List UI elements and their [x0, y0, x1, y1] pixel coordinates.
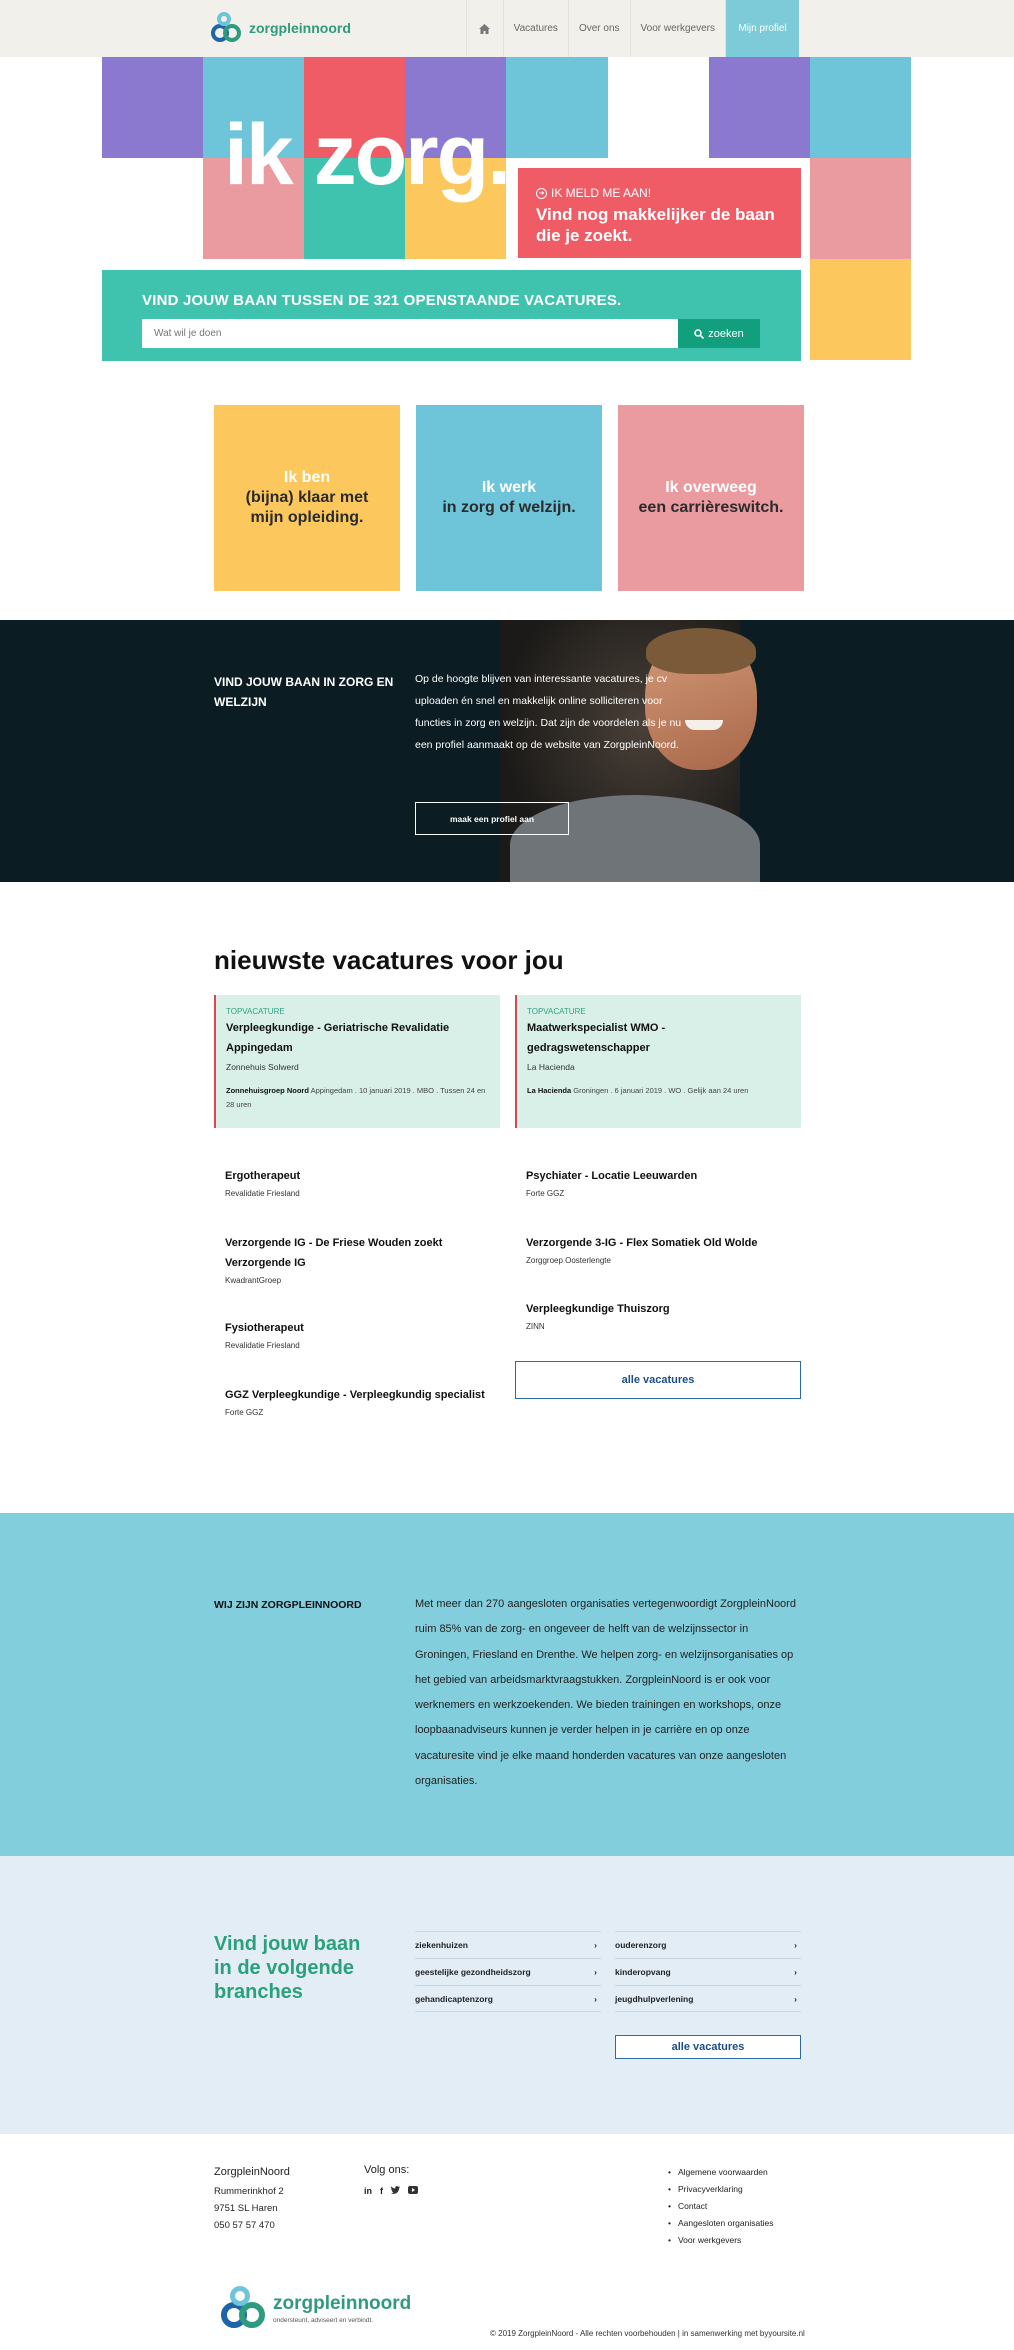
chevron-right-icon: ›	[594, 1967, 597, 1977]
nav-voor-werkgevers[interactable]: Voor werkgevers	[630, 0, 725, 57]
tile-switcher[interactable]	[618, 405, 804, 591]
tile-line1: Ik ben	[283, 469, 331, 486]
branch-label: ziekenhuizen	[415, 1940, 468, 1950]
footer-address-line: 9751 SL Haren	[214, 2203, 278, 2214]
chevron-right-icon: ›	[794, 1940, 797, 1950]
tile-text	[442, 478, 575, 518]
footer-logo-name: zorgpleinnoord	[273, 2292, 412, 2314]
vacancy-title: Verpleegkundige - Geriatrische Revalidatie Appingedam	[226, 1022, 450, 1054]
hero-block	[709, 57, 810, 158]
site-header	[0, 0, 1014, 57]
vacancy-title: Verzorgende IG - De Friese Wouden zoekt Verzorgende IG	[225, 1237, 443, 1269]
footer-link[interactable]: • Algemene voorwaarden	[668, 2164, 773, 2181]
hero-block	[102, 57, 203, 158]
nav-mijn-profiel[interactable]: Mijn profiel	[725, 0, 799, 57]
hero-title: ik zorg.	[224, 107, 510, 203]
cta-small-row	[536, 186, 783, 200]
create-profile-button[interactable]: maak een profiel aan	[415, 802, 569, 835]
branch-link[interactable]	[615, 1985, 801, 2012]
branches-column	[415, 1931, 601, 2012]
vacancy-org: Zorggroep Oosterlengte	[526, 1256, 611, 1265]
copyright: © 2019 ZorgpleinNoord - Alle rechten voorbehouden | in samenwerking met byyoursite.nl	[490, 2329, 805, 2338]
vacancy-item[interactable]	[526, 1166, 796, 1198]
vacancy-item[interactable]	[225, 1385, 495, 1417]
hero-block	[810, 259, 911, 360]
search-button-label: zoeken	[708, 327, 744, 340]
footer-company-name: ZorgpleinNoord	[214, 2166, 290, 2178]
tile-line2: een carrièreswitch.	[638, 499, 784, 516]
vacancy-title: GGZ Verpleegkundige - Verpleegkundig specialist	[225, 1389, 485, 1401]
vacancy-title: Psychiater - Locatie Leeuwarden	[526, 1170, 698, 1182]
vacancy-item[interactable]	[526, 1299, 796, 1331]
nav-home[interactable]	[466, 0, 503, 57]
tile-text	[232, 468, 382, 528]
linkedin-icon[interactable]: in	[364, 2186, 372, 2196]
about-section	[0, 1513, 1014, 1856]
logo-mark-icon	[219, 2284, 267, 2332]
search-row	[142, 319, 761, 348]
footer-logo[interactable]	[219, 2284, 411, 2332]
site-footer	[0, 2134, 1014, 2350]
branch-link[interactable]	[615, 1931, 801, 1958]
branch-label: geestelijke gezondheidszorg	[415, 1967, 531, 1977]
cta-small-label: IK MELD ME AAN!	[551, 186, 652, 200]
about-text: Met meer dan 270 aangesloten organisaties vertegenwoordigt ZorgpleinNoord ruim 85% van de zorg- en ongeveer de helft van de welzijnssector in Groningen, Friesland en Drenthe. We helpen zorg- en welzijnsorganisaties op het gebied van arbeidsmarktvraagstukken. ZorgpleinNoord is er ook voor werknemers en werkzoekenden. We bieden trainingen en workshops, onze loopbaanadviseurs kunnen je verder helpen in je carrière en op onze vacaturesite vind je elke maand honderden vacatures van onze aangesloten organisaties.	[415, 1598, 796, 1788]
hero-block	[506, 57, 608, 158]
footer-phone: 050 57 57 470	[214, 2220, 275, 2231]
vacancy-meta-details: Appingedam . 10 januari 2019 . MBO . Tussen 24 en 28 uren	[226, 1086, 486, 1109]
nav-vacatures[interactable]: Vacatures	[503, 0, 568, 57]
vacancy-meta-org: La Hacienda	[527, 1086, 572, 1095]
tile-line1: Ik werk	[481, 479, 537, 496]
chevron-right-icon: ›	[594, 1993, 597, 2004]
tile-line1: Ik overweeg	[665, 479, 757, 496]
vacancy-meta-org: Zonnehuisgroep Noord	[226, 1086, 309, 1095]
tile-line2: in zorg of welzijn.	[442, 499, 576, 516]
footer-link[interactable]: • Aangesloten organisaties	[668, 2215, 773, 2232]
vacancy-org: Revalidatie Friesland	[225, 1189, 300, 1198]
twitter-icon[interactable]	[391, 2186, 400, 2196]
tile-line2: (bijna) klaar met mijn opleiding.	[245, 489, 369, 526]
branch-link[interactable]	[415, 1985, 601, 2012]
vacancy-item[interactable]	[225, 1318, 495, 1350]
nav-over-ons[interactable]: Over ons	[568, 0, 630, 57]
hero-block	[810, 57, 911, 158]
footer-link[interactable]: • Voor werkgevers	[668, 2232, 773, 2249]
main-nav	[466, 0, 799, 57]
vacancy-title: Verpleegkundige Thuiszorg	[526, 1303, 670, 1315]
vacancy-org: La Hacienda	[527, 1062, 575, 1072]
branch-label: kinderopvang	[615, 1967, 671, 1977]
footer-link[interactable]: • Privacyverklaring	[668, 2181, 773, 2198]
footer-logo-tagline: ondersteunt, adviseert en verbindt.	[273, 2316, 374, 2324]
footer-address	[214, 2164, 290, 2234]
youtube-icon[interactable]	[408, 2186, 418, 2196]
branch-link[interactable]	[415, 1958, 601, 1985]
search-input[interactable]	[142, 319, 678, 348]
footer-social	[364, 2164, 418, 2196]
promo-text: Op de hoogte blijven van interessante vacatures, je cv uploaden én snel en makkelijk online solliciteren voor functies in zorg en welzijn. Dat zijn de voordelen als je nu een profiel aanmaakt op de website van ZorgpleinNoord.	[415, 673, 682, 751]
vacancy-title: Fysiotherapeut	[225, 1322, 304, 1334]
hero-block	[810, 158, 911, 259]
arrow-right-circle-icon: ➜	[536, 188, 547, 199]
top-vacancy-tag: TOPVACATURE	[226, 1007, 285, 1016]
vacancy-org: Revalidatie Friesland	[225, 1341, 300, 1350]
vacancy-meta	[226, 1084, 490, 1112]
vacancy-item[interactable]	[225, 1233, 495, 1285]
branch-label: jeugdhulpverlening	[615, 1993, 694, 2004]
vacancy-org: ZINN	[526, 1322, 545, 1331]
facebook-icon[interactable]: f	[380, 2186, 383, 2196]
chevron-right-icon: ›	[794, 1967, 797, 1977]
branch-link[interactable]	[615, 1958, 801, 1985]
tile-worker[interactable]	[416, 405, 602, 591]
vacancy-title: Verzorgende 3-IG - Flex Somatiek Old Wolde	[526, 1237, 758, 1249]
footer-links	[668, 2164, 773, 2249]
cta-big-label: Vind nog makkelijker de baan die je zoekt.	[536, 205, 775, 245]
about-heading: WIJ ZIJN ZORGPLEINNOORD	[214, 1599, 362, 1611]
vacancy-org: Forte GGZ	[225, 1408, 264, 1417]
tile-text	[639, 478, 784, 518]
vacancy-meta-details: Groningen . 6 januari 2019 . WO . Gelijk aan 24 uren	[573, 1086, 749, 1095]
branch-link[interactable]	[415, 1931, 601, 1958]
vacancy-org: Zonnehuis Solwerd	[226, 1062, 299, 1072]
vacancy-title: Ergotherapeut	[225, 1170, 301, 1182]
top-vacancy-tag: TOPVACATURE	[527, 1007, 586, 1016]
vacancy-org: KwadrantGroep	[225, 1276, 282, 1285]
branches-column	[615, 1931, 801, 2012]
chevron-right-icon: ›	[594, 1940, 597, 1950]
site-logo[interactable]	[209, 10, 351, 46]
branches-heading: Vind jouw baan in de volgende branches	[214, 1933, 361, 2003]
chevron-right-icon: ›	[794, 1993, 797, 2004]
search-heading: VIND JOUW BAAN TUSSEN DE 321 OPENSTAANDE VACATURES.	[142, 292, 622, 309]
vacancy-item[interactable]	[225, 1166, 495, 1198]
search-button[interactable]	[678, 319, 760, 348]
top-vacancy-card[interactable]	[515, 995, 801, 1128]
footer-logo-text	[273, 2293, 411, 2324]
branch-label: ouderenzorg	[615, 1940, 667, 1950]
tile-student[interactable]	[214, 405, 400, 591]
vacancy-org: Forte GGZ	[526, 1189, 565, 1198]
top-vacancy-card[interactable]	[214, 995, 500, 1128]
job-search	[102, 270, 801, 361]
branch-label: gehandicaptenzorg	[415, 1993, 493, 2004]
all-vacancies-button[interactable]: alle vacatures	[515, 1361, 801, 1399]
social-icons	[364, 2186, 418, 2196]
vacancy-meta	[527, 1084, 791, 1098]
logo-text: zorgpleinnoord	[249, 20, 351, 36]
branches-all-vacancies-button[interactable]: alle vacatures	[615, 2035, 801, 2059]
vacancy-title: Maatwerkspecialist WMO - gedragswetenschapper	[527, 1022, 666, 1054]
search-icon	[694, 329, 704, 339]
promo-heading: VIND JOUW BAAN IN ZORG EN WELZIJN	[214, 675, 394, 709]
home-icon	[479, 24, 490, 34]
footer-link[interactable]: • Contact	[668, 2198, 773, 2215]
follow-label: Volg ons:	[364, 2164, 410, 2176]
branches-section	[0, 1856, 1014, 2134]
audience-tiles	[214, 405, 804, 591]
footer-address-line: Rummerinkhof 2	[214, 2186, 284, 2197]
vacancy-item[interactable]	[526, 1233, 796, 1265]
profile-promo	[0, 620, 1014, 882]
logo-mark-icon	[209, 10, 245, 46]
signup-cta[interactable]	[518, 168, 801, 258]
vacancies-title: nieuwste vacatures voor jou	[214, 945, 564, 975]
